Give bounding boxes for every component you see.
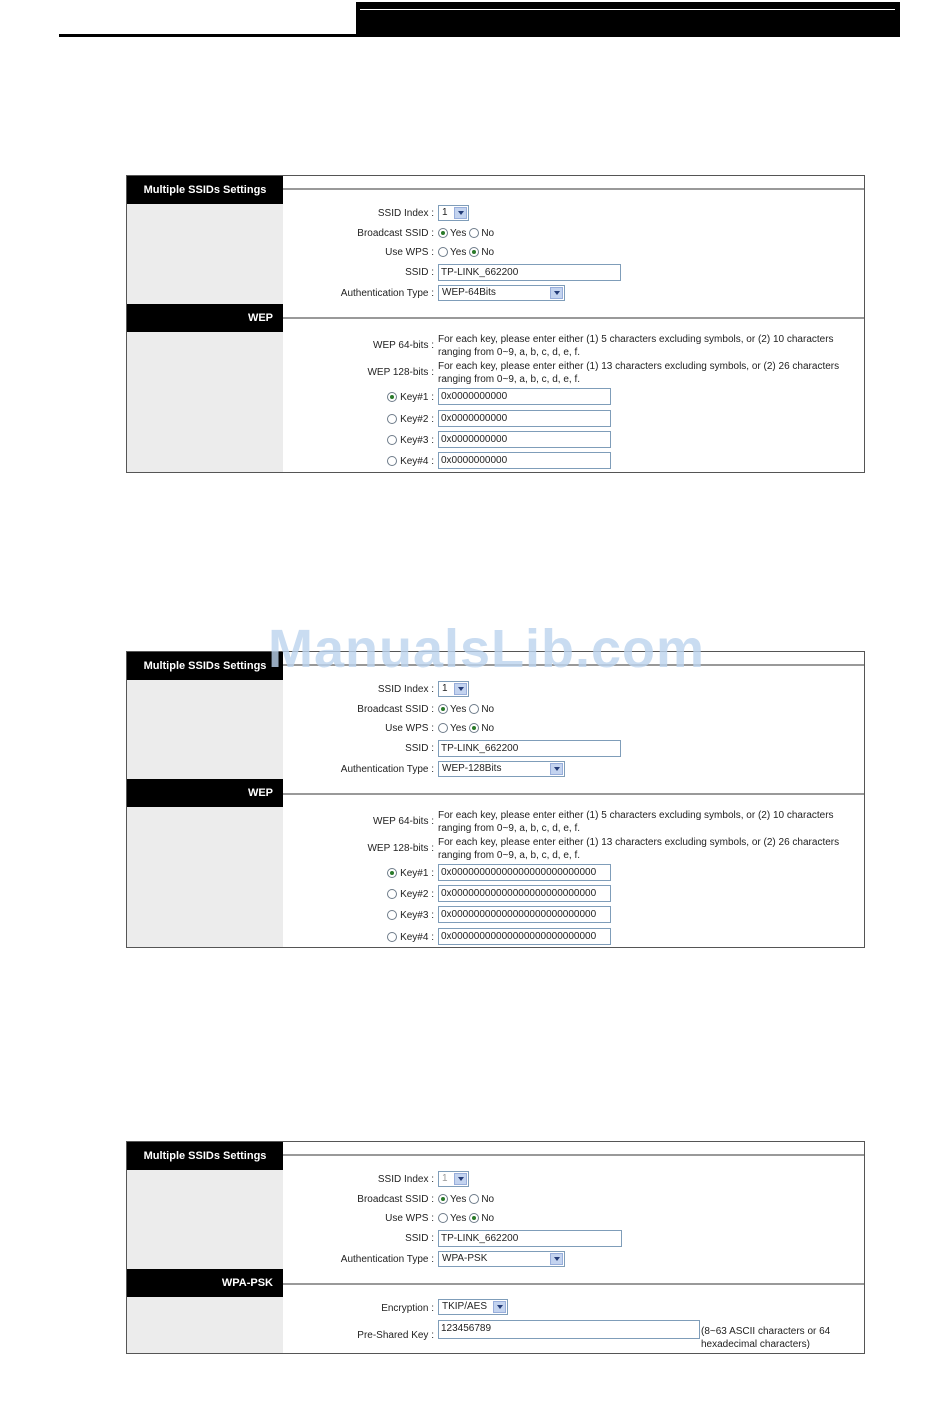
wep128-note: For each key, please enter either (1) 13 characters excluding symbols, or (2) 26 characters ranging from 0~9, a, b, c, d, e, f. [438, 837, 840, 861]
key1-radio[interactable] [387, 868, 397, 878]
key3-input[interactable]: 0x0000000000 [438, 431, 611, 448]
key3-row: Key#3 : [387, 910, 434, 921]
chevron-down-icon [454, 207, 467, 219]
ssid-input[interactable]: TP-LINK_662200 [438, 1230, 622, 1247]
ssid-label: SSID : [405, 267, 434, 278]
key4-radio[interactable] [387, 456, 397, 466]
multiple-ssids-panel-wep128 [126, 651, 865, 948]
wep128-label: WEP 128-bits : [367, 843, 434, 854]
auth-type-select[interactable]: WPA-PSK [438, 1251, 565, 1267]
broadcast-yes-radio[interactable] [438, 704, 448, 714]
auth-type-label: Authentication Type : [340, 288, 434, 299]
ssid-index-label: SSID Index : [377, 208, 434, 219]
key1-input[interactable]: 0x0000000000 [438, 388, 611, 405]
ssid-label: SSID : [405, 743, 434, 754]
panel-title: Multiple SSIDs Settings [127, 176, 283, 204]
header-bar [356, 2, 900, 37]
multiple-ssids-panel-wpapsk [126, 1141, 865, 1354]
psk-label: Pre-Shared Key : [357, 1330, 434, 1341]
encryption-select[interactable]: TKIP/AES [438, 1299, 508, 1315]
chevron-down-icon [550, 763, 563, 775]
section-title-wpapsk: WPA-PSK [127, 1269, 283, 1297]
chevron-down-icon [454, 683, 467, 695]
key4-radio[interactable] [387, 932, 397, 942]
wep64-label: WEP 64-bits : [373, 816, 434, 827]
panel-title: Multiple SSIDs Settings [127, 652, 283, 680]
chevron-down-icon [550, 287, 563, 299]
use-wps-options: Yes No [438, 247, 497, 258]
key1-row: Key#1 : [387, 392, 434, 403]
key2-row: Key#2 : [387, 889, 434, 900]
key2-input[interactable]: 0x0000000000 [438, 410, 611, 427]
ssid-index-select[interactable]: 1 [438, 205, 469, 221]
wep128-label: WEP 128-bits : [367, 367, 434, 378]
key3-row: Key#3 : [387, 435, 434, 446]
broadcast-ssid-options: Yes No [438, 1194, 497, 1205]
key1-radio[interactable] [387, 392, 397, 402]
key2-input[interactable]: 0x00000000000000000000000000 [438, 885, 611, 902]
key3-input[interactable]: 0x00000000000000000000000000 [438, 906, 611, 923]
wps-yes-radio[interactable] [438, 723, 448, 733]
broadcast-ssid-options: Yes No [438, 228, 497, 239]
ssid-index-select[interactable]: 1 [438, 681, 469, 697]
chevron-down-icon [550, 1253, 563, 1265]
wps-no-radio[interactable] [469, 723, 479, 733]
ssid-index-label: SSID Index : [377, 1174, 434, 1185]
ssid-input[interactable]: TP-LINK_662200 [438, 264, 621, 281]
auth-type-label: Authentication Type : [340, 1254, 434, 1265]
auth-type-select[interactable]: WEP-64Bits [438, 285, 565, 301]
ssid-index-select[interactable]: 1 [438, 1171, 469, 1187]
wep64-label: WEP 64-bits : [373, 340, 434, 351]
broadcast-no-radio[interactable] [469, 1194, 479, 1204]
key4-input[interactable]: 0x00000000000000000000000000 [438, 928, 611, 945]
key2-row: Key#2 : [387, 414, 434, 425]
key4-row: Key#4 : [387, 932, 434, 943]
panel-title: Multiple SSIDs Settings [127, 1142, 283, 1170]
broadcast-ssid-options: Yes No [438, 704, 497, 715]
wep64-note: For each key, please enter either (1) 5 characters excluding symbols, or (2) 10 characters ranging from 0~9, a, b, c, d, e, f. [438, 810, 834, 834]
broadcast-ssid-label: Broadcast SSID : [357, 1194, 434, 1205]
broadcast-ssid-label: Broadcast SSID : [357, 228, 434, 239]
key1-input[interactable]: 0x00000000000000000000000000 [438, 864, 611, 881]
wps-no-radio[interactable] [469, 247, 479, 257]
key3-radio[interactable] [387, 910, 397, 920]
ssid-index-label: SSID Index : [377, 684, 434, 695]
key4-row: Key#4 : [387, 456, 434, 467]
watermark: ManualsLib.com [268, 619, 706, 679]
broadcast-ssid-label: Broadcast SSID : [357, 704, 434, 715]
chevron-down-icon [493, 1301, 506, 1313]
auth-type-select[interactable]: WEP-128Bits [438, 761, 565, 777]
wep64-note: For each key, please enter either (1) 5 characters excluding symbols, or (2) 10 characters ranging from 0~9, a, b, c, d, e, f. [438, 334, 834, 358]
header-rule [59, 34, 357, 37]
section-title-wep: WEP [127, 304, 283, 332]
broadcast-no-radio[interactable] [469, 704, 479, 714]
wep128-note: For each key, please enter either (1) 13 characters excluding symbols, or (2) 26 characters ranging from 0~9, a, b, c, d, e, f. [438, 361, 840, 385]
use-wps-label: Use WPS : [385, 723, 434, 734]
psk-input[interactable]: 123456789 [438, 1320, 700, 1339]
wps-yes-radio[interactable] [438, 247, 448, 257]
psk-hint: (8~63 ASCII characters or 64 hexadecimal characters) [701, 1326, 831, 1350]
ssid-label: SSID : [405, 1233, 434, 1244]
key2-radio[interactable] [387, 889, 397, 899]
section-title-wep: WEP [127, 779, 283, 807]
multiple-ssids-panel-wep64 [126, 175, 865, 473]
chevron-down-icon [454, 1173, 467, 1185]
broadcast-no-radio[interactable] [469, 228, 479, 238]
use-wps-label: Use WPS : [385, 1213, 434, 1224]
key3-radio[interactable] [387, 435, 397, 445]
key1-row: Key#1 : [387, 868, 434, 879]
encryption-label: Encryption : [381, 1303, 434, 1314]
wps-yes-radio[interactable] [438, 1213, 448, 1223]
key2-radio[interactable] [387, 414, 397, 424]
use-wps-label: Use WPS : [385, 247, 434, 258]
broadcast-yes-radio[interactable] [438, 1194, 448, 1204]
auth-type-label: Authentication Type : [340, 764, 434, 775]
broadcast-yes-radio[interactable] [438, 228, 448, 238]
wps-no-radio[interactable] [469, 1213, 479, 1223]
use-wps-options: Yes No [438, 723, 497, 734]
ssid-input[interactable]: TP-LINK_662200 [438, 740, 621, 757]
key4-input[interactable]: 0x0000000000 [438, 452, 611, 469]
use-wps-options: Yes No [438, 1213, 497, 1224]
